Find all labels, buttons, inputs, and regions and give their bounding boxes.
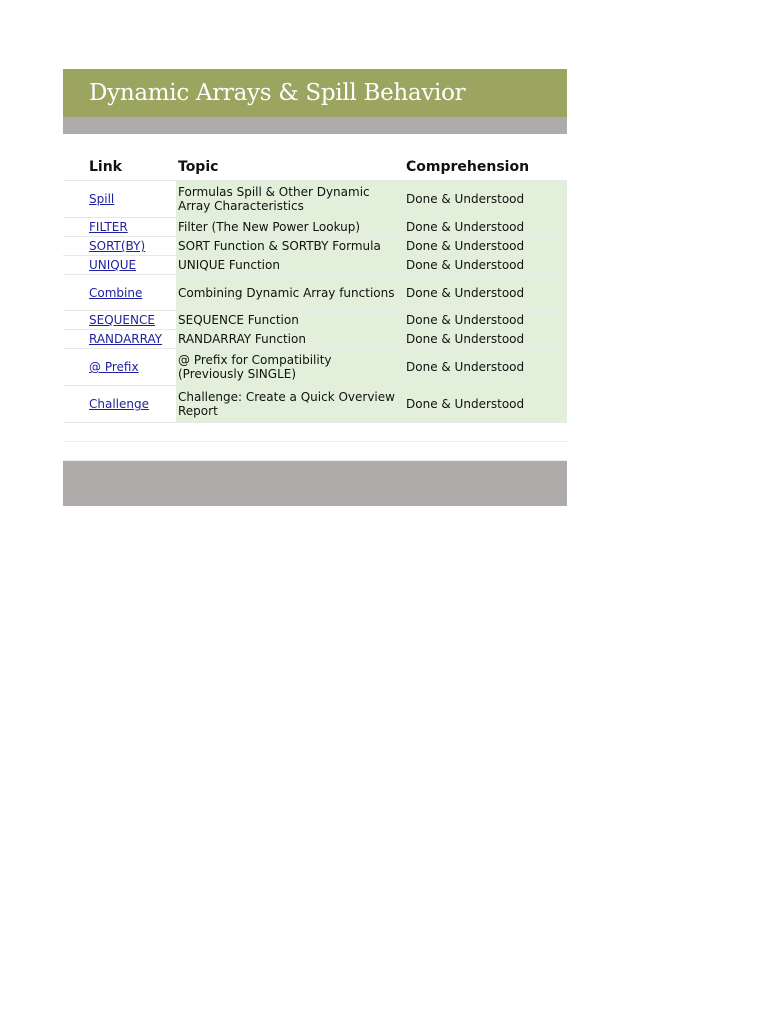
topic-cell: Filter (The New Power Lookup) xyxy=(176,218,404,236)
link-sequence[interactable]: SEQUENCE xyxy=(89,313,155,327)
table-row xyxy=(63,218,567,237)
title-banner xyxy=(63,69,567,117)
topic-cell: UNIQUE Function xyxy=(176,256,404,274)
comprehension-cell[interactable]: Done & Understood xyxy=(404,330,567,348)
table-row xyxy=(63,349,567,386)
topic-cell: Formulas Spill & Other Dynamic Array Characteristics xyxy=(176,181,404,217)
comprehension-cell[interactable]: Done & Understood xyxy=(404,256,567,274)
link-prefix[interactable]: @ Prefix xyxy=(89,360,139,374)
table-row xyxy=(63,330,567,349)
header-comprehension: Comprehension xyxy=(406,159,530,175)
table-header-row xyxy=(63,154,567,181)
table-row xyxy=(63,256,567,275)
table-row xyxy=(63,181,567,218)
comprehension-cell[interactable]: Done & Understood xyxy=(404,386,567,422)
link-sortby[interactable]: SORT(BY) xyxy=(89,239,146,253)
link-unique[interactable]: UNIQUE xyxy=(89,258,137,272)
topic-cell: Challenge: Create a Quick Overview Report xyxy=(176,386,404,422)
link-filter[interactable]: FILTER xyxy=(89,220,128,234)
comprehension-cell[interactable]: Done & Understood xyxy=(404,181,567,217)
page-title: Dynamic Arrays & Spill Behavior xyxy=(89,80,466,106)
header-topic: Topic xyxy=(178,159,219,175)
topic-cell: SORT Function & SORTBY Formula xyxy=(176,237,404,255)
footer-bar xyxy=(63,461,567,506)
empty-row xyxy=(63,442,567,461)
table-row xyxy=(63,386,567,423)
comprehension-cell[interactable]: Done & Understood xyxy=(404,275,567,310)
comprehension-cell[interactable]: Done & Understood xyxy=(404,349,567,385)
topic-cell: Combining Dynamic Array functions xyxy=(176,275,404,310)
title-divider-bar xyxy=(63,117,567,134)
table-row xyxy=(63,237,567,256)
empty-row xyxy=(63,423,567,442)
link-combine[interactable]: Combine xyxy=(89,285,143,300)
link-challenge[interactable]: Challenge xyxy=(89,397,149,411)
topic-cell: @ Prefix for Compatibility (Previously SINGLE) xyxy=(176,349,404,385)
comprehension-cell[interactable]: Done & Understood xyxy=(404,237,567,255)
link-randarray[interactable]: RANDARRAY xyxy=(89,332,163,346)
worksheet xyxy=(63,69,567,506)
link-spill[interactable]: Spill xyxy=(89,192,115,206)
comprehension-cell[interactable]: Done & Understood xyxy=(404,218,567,236)
topic-cell: RANDARRAY Function xyxy=(176,330,404,348)
table-row xyxy=(63,311,567,330)
topic-cell: SEQUENCE Function xyxy=(176,311,404,329)
header-link: Link xyxy=(89,159,122,175)
topics-table xyxy=(63,154,567,461)
comprehension-cell[interactable]: Done & Understood xyxy=(404,311,567,329)
table-row xyxy=(63,275,567,311)
